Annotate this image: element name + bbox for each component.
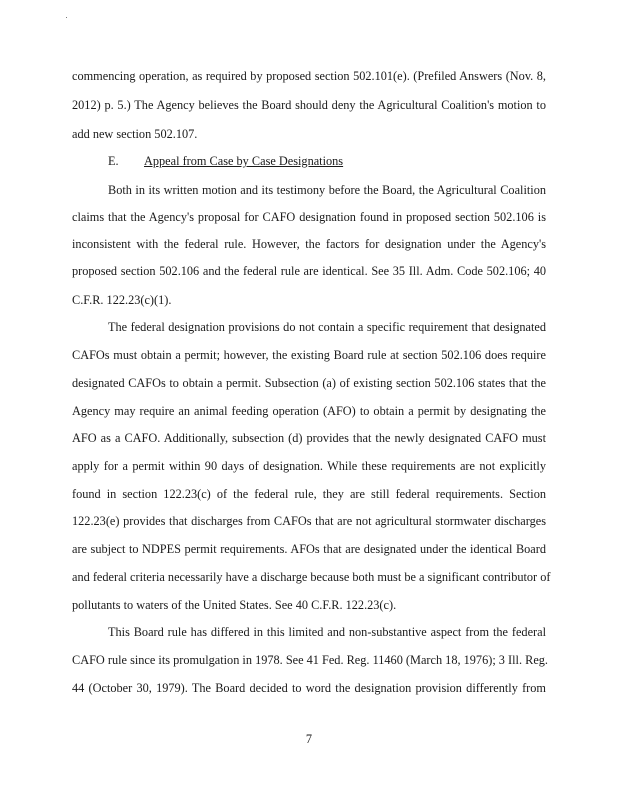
paragraph-line: are subject to NDPES permit requirements. AFOs that are designated under the identical Board	[72, 542, 546, 556]
paragraph-line: Agency may require an animal feeding operation (AFO) to obtain a permit by designating the	[72, 404, 546, 418]
paragraph-line: found in section 122.23(c) of the federal rule, they are still federal requirements. Section	[72, 487, 546, 501]
page-number: 7	[305, 732, 313, 746]
paragraph-line: 2012) p. 5.) The Agency believes the Board should deny the Agricultural Coalition's motion to	[72, 98, 546, 112]
paragraph-line: add new section 502.107.	[72, 127, 198, 141]
section-letter: E.	[108, 154, 119, 168]
paragraph-line: Both in its written motion and its testimony before the Board, the Agricultural Coalition	[108, 183, 546, 197]
paragraph-line: and federal criteria necessarily have a discharge because both must be a significant contributor of	[72, 570, 551, 584]
paragraph-line: 44 (October 30, 1979). The Board decided to word the designation provision differently from	[72, 681, 546, 695]
section-title: Appeal from Case by Case Designations	[144, 154, 344, 168]
paragraph-line: 122.23(e) provides that discharges from CAFOs that are not agricultural stormwater discharges	[72, 514, 546, 528]
paragraph-line: designated CAFOs to obtain a permit. Subsection (a) of existing section 502.106 states that the	[72, 376, 546, 390]
paragraph-line: claims that the Agency's proposal for CAFO designation found in proposed section 502.106 is	[72, 210, 546, 224]
paragraph-line: C.F.R. 122.23(c)(1).	[72, 293, 172, 307]
paragraph-line: AFO as a CAFO. Additionally, subsection (d) provides that the newly designated CAFO must	[72, 431, 546, 445]
paragraph-line: The federal designation provisions do not contain a specific requirement that designated	[108, 320, 546, 334]
section-heading	[108, 153, 546, 169]
paragraph-line: apply for a permit within 90 days of designation. While these requirements are not explicitly	[72, 459, 546, 473]
paragraph-line: This Board rule has differed in this limited and non-substantive aspect from the federal	[108, 625, 546, 639]
paragraph-line: proposed section 502.106 and the federal rule are identical. See 35 Ill. Adm. Code 502.106; 40	[72, 264, 546, 278]
scan-speck	[66, 17, 67, 18]
paragraph-line: pollutants to waters of the United States. See 40 C.F.R. 122.23(c).	[72, 598, 397, 612]
paragraph-line: commencing operation, as required by proposed section 502.101(e). (Prefiled Answers (Nov. 8,	[72, 69, 546, 83]
paragraph-line: CAFO rule since its promulgation in 1978. See 41 Fed. Reg. 11460 (March 18, 1976); 3 Ill. Reg.	[72, 653, 548, 667]
paragraph-line: CAFOs must obtain a permit; however, the existing Board rule at section 502.106 does require	[72, 348, 546, 362]
paragraph-line: inconsistent with the federal rule. However, the factors for designation under the Agency's	[72, 237, 546, 251]
